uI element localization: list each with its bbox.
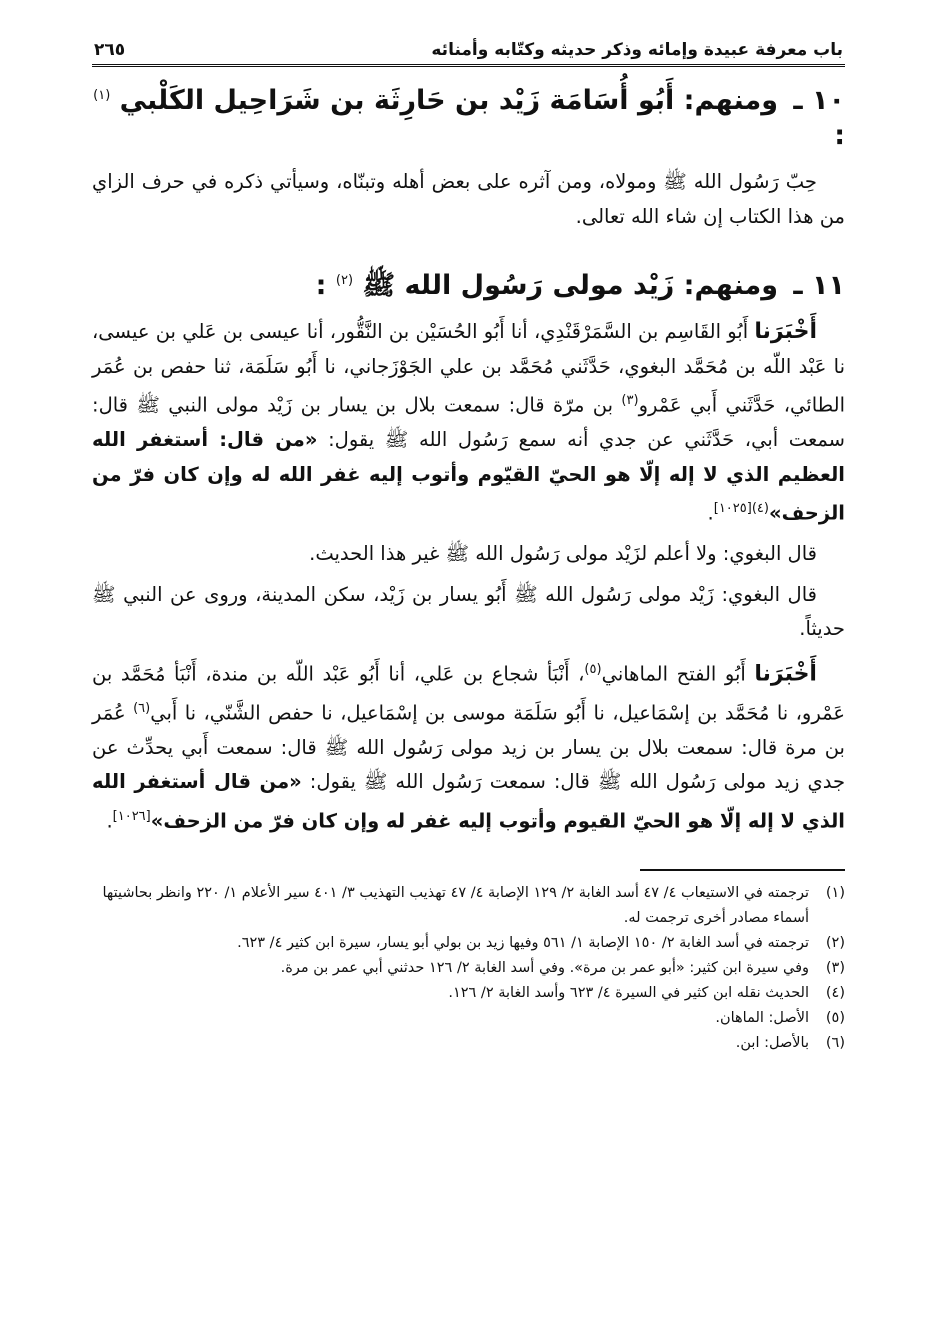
section-number: ١٠ ـ — [793, 85, 845, 116]
akhbarana-lead: أَخْبَرَنا — [754, 319, 817, 345]
footnote — [92, 956, 845, 981]
isnad-text: أَبُو القَاسِم بن السَّمَرْقَنْدِي، أنا أَبُو الحُسَيْن بن النَّقُّور، أنا عيسى بن عَلي بن عيسى، نا عَبْد اللّه بن مُحَمَّد البغوي، حَدَّثَني مُحَمَّد بن علي الجَوْزَجاني، نا أَبُو سَلَمَة، ثنا حفص بن عُمَر الطائي، حَدَّثَني أَبي عَمْرو — [92, 320, 845, 417]
section-11-heading — [92, 268, 845, 303]
page-number: ٢٦٥ — [94, 40, 126, 60]
isnad-text: ، أَنْبَأ شجاع بن عَلي، أنا أَبُو عَبْد اللّه بن مندة، أَنْبَأ مُحَمَّد بن عَمْرو، نا مُحَمَّد بن إسْمَاعيل، نا أَبُو سَلَمَة موسى بن إسْمَاعيل، نا حفص الشَّنّي، نا أَبي — [92, 662, 845, 725]
footnote-ref: (٤)[١٠٢٥] — [713, 501, 769, 517]
footnote-text: وفي سيرة ابن كثير: «أبو عمر بن مرة». وفي أسد الغابة ٢/ ١٢٦ حدثني أبي عمر بن مرة. — [280, 959, 809, 976]
footnote — [92, 1031, 845, 1056]
footnote-ref: (٥) — [584, 661, 602, 677]
header-title: باب معرفة عبيدة وإمائه وذكر حديثه وكتّابه وأمنائه — [431, 40, 843, 60]
footnote-text: ترجمته في أسد الغابة ٢/ ١٥٠ الإصابة ١/ ٥٦١ وفيها زيد بن بولي أبو يسار، سيرة ابن كثير ٤/ ٦٢٣. — [237, 934, 809, 951]
period: . — [707, 501, 714, 525]
isnad-text: أَبُو الفتح الماهاني — [601, 662, 746, 686]
footnotes — [92, 881, 845, 1056]
footnote-number: (٦) — [825, 1034, 845, 1051]
footnote-number: (٢) — [825, 934, 845, 951]
footnote-ref: (٣) — [621, 393, 639, 409]
footnote-text: بالأصل: ابن. — [735, 1034, 809, 1051]
section-10-body: حِبّ رَسُول الله ﷺ ومولاه، ومن آثره على بعض أهله وتبنّاه، وسيأتي ذكره في حرف الزاي من هذا الكتاب إن شاء الله تعالى. — [92, 170, 845, 228]
running-header — [92, 40, 845, 67]
paragraph-isnad-1 — [92, 315, 845, 531]
heading-colon: : — [834, 120, 845, 152]
footnote — [92, 981, 845, 1006]
section-title: ومنهم: أَبُو أُسَامَة زَيْد بن حَارِثَة بن شَرَاحِيل الكَلْبي — [119, 85, 778, 116]
paragraph-isnad-2 — [92, 653, 845, 839]
section-10-heading — [92, 83, 845, 153]
footnote — [92, 931, 845, 956]
footnote-text: ترجمته في الاستيعاب ٤/ ٤٧ أسد الغابة ٢/ ١٢٩ الإصابة ٤/ ٤٧ تهذيب التهذيب ٣/ ٤٠١ سير الأعلام ١/ ٢٢٠ وانظر بحاشيتها أسماء مصادر أخرى ترجمت له. — [102, 884, 809, 926]
footnote-number: (١) — [825, 884, 845, 901]
footnote-number: (٥) — [825, 1009, 845, 1026]
period: . — [106, 809, 113, 833]
isnad-text: بن مرّة قال: سمعت بلال بن يسار بن زَيْد مولى النبي ﷺ قال: سمعت أبي، حَدَّثَني عن جدي أنه سمع رَسُول الله ﷺ يقول: — [92, 393, 845, 452]
akhbarana-lead: أَخْبَرَنا — [754, 661, 817, 687]
footnote-ref: (٢) — [335, 273, 354, 289]
footnote-text: الحديث نقله ابن كثير في السيرة ٤/ ٦٢٣ وأسد الغابة ٢/ ١٢٦. — [448, 984, 809, 1001]
section-number: ١١ ـ — [793, 270, 845, 302]
footnote-number: (٤) — [825, 984, 845, 1001]
hadith-quote: «من قال: أستغفر الله العظيم الذي لا إله إلّا هو الحيّ القيّوم وأتوب إليه غفر الله له وإن كان فرّ من الزحف» — [92, 428, 845, 525]
footnote-divider — [640, 869, 845, 871]
isnad-text: عُمَر بن مرة قال: سمعت بلال بن يسار بن زيد مولى رَسُول الله ﷺ قال: سمعت أَبي يحدِّث عن جدي زيد مولى رَسُول الله ﷺ قال: سمعت رَسُول الله ﷺ يقول: — [92, 701, 845, 794]
footnote — [92, 1006, 845, 1031]
book-page — [92, 40, 845, 1316]
footnote — [92, 881, 845, 931]
paragraph-baghawi-2: قال البغوي: زَيْد مولى رَسُول الله ﷺ أَبُو يسار بن زَيْد، سكن المدينة، وروى عن النبي ﷺ حديثاً. — [92, 582, 845, 641]
footnote-number: (٣) — [825, 959, 845, 976]
heading-colon: : — [315, 270, 327, 302]
section-title: ومنهم: زَيْد مولى رَسُول الله ﷺ — [362, 270, 778, 302]
footnote-text: الأصل: الماهان. — [715, 1009, 809, 1026]
footnote-ref: [١٠٢٦] — [112, 808, 151, 824]
paragraph-baghawi-1: قال البغوي: ولا أعلم لزَيْد مولى رَسُول الله ﷺ غير هذا الحديث. — [309, 542, 817, 566]
footnote-ref: (١) — [93, 88, 111, 103]
footnote-ref: (٦) — [133, 700, 151, 716]
hadith-quote: «من قال أستغفر الله الذي لا إله إلّا هو الحيّ القيوم وأتوب إليه غفر له وإن كان فرّ من الزحف» — [92, 770, 845, 833]
